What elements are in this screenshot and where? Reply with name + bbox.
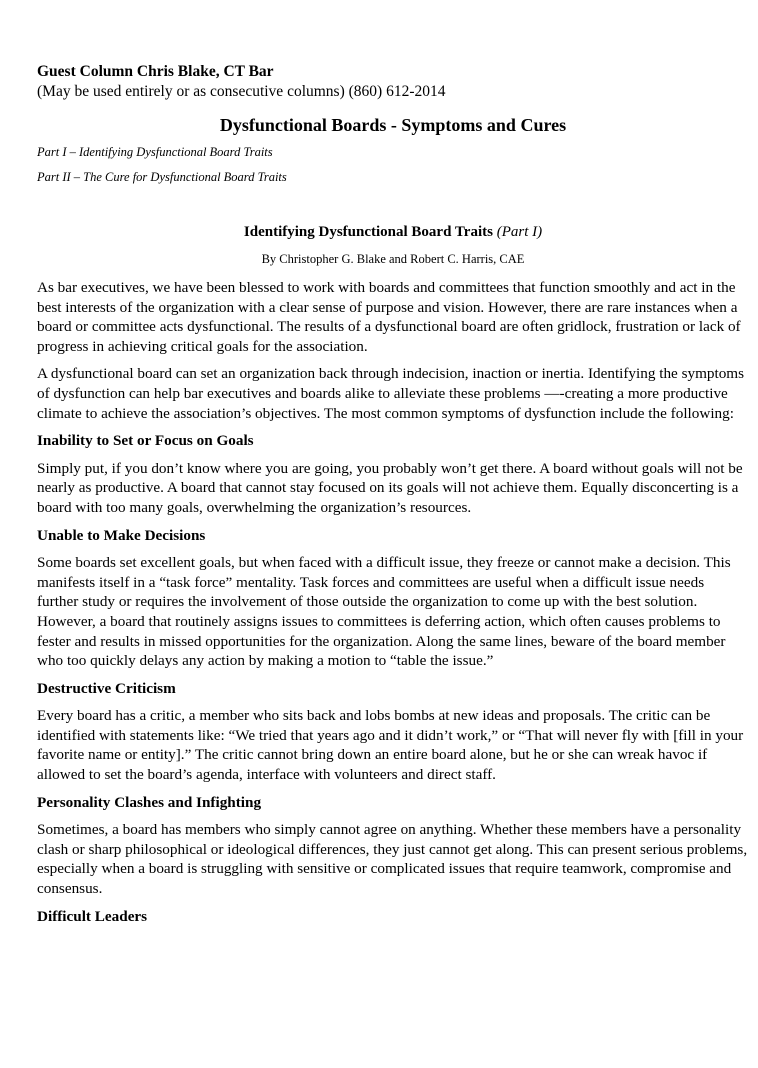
intro-paragraph: A dysfunctional board can set an organization back through indecision, inaction or inertia. Identifying the symptoms of dysfunction can help bar executives and boards alike to alleviate these problems —-creating a more productive climate to achieve the association’s objectives. The most common symptoms of dysfunction include the following: <box>37 365 745 422</box>
section-paragraph: Sometimes, a board has members who simply cannot agree on anything. Whether these members have a personality clash or sharp philosophical or ideological differences, they just cannot get along. This can present serious problems, especially when a board is struggling with sensitive or complicated issues that require teamwork, compromise and consensus. <box>37 821 748 898</box>
section-heading: Difficult Leaders <box>37 907 148 925</box>
section-heading: Destructive Criticism <box>37 679 176 697</box>
main-title: Dysfunctional Boards - Symptoms and Cures <box>219 115 567 135</box>
article-title <box>37 222 749 242</box>
part-two-label: Part II – The Cure for Dysfunctional Board Traits <box>37 170 287 184</box>
section-heading: Unable to Make Decisions <box>37 526 206 544</box>
column-byline-header: Guest Column Chris Blake, CT Bar <box>37 63 274 80</box>
article-title-text: Identifying Dysfunctional Board Traits <box>243 224 493 240</box>
section-heading: Personality Clashes and Infighting <box>37 793 262 811</box>
article-byline: By Christopher G. Blake and Robert C. Harris, CAE <box>261 252 525 266</box>
column-usage-note: (May be used entirely or as consecutive columns) (860) 612-2014 <box>37 83 446 100</box>
section-paragraph: Some boards set excellent goals, but when faced with a difficult issue, they freeze or cannot make a decision. This manifests itself in a “task force” mentality. Task forces and committees are useful when a difficult issue needs further study or requires the involvement of those outside the organization to come up with the best solution. However, a board that routinely assigns issues to committees is deferring action, which often causes problems to fester and results in missed opportunities for the organization. Along the same lines, beware of the board member who too quickly delays any action by making a motion to “table the issue.” <box>37 554 731 670</box>
document-page <box>37 62 749 926</box>
article-title-part: (Part I) <box>496 224 543 240</box>
section-paragraph: Every board has a critic, a member who sits back and lobs bombs at new ideas and proposals. The critic can be identified with statements like: “We tried that years ago and it didn’t work,” or “That will never fly with [fill in your favorite name or entity].” The critic cannot bring down an entire board alone, but he or she can wreak havoc if allowed to set the board’s agenda, interface with volunteers and direct staff. <box>37 707 744 784</box>
part-one-label: Part I – Identifying Dysfunctional Board Traits <box>37 145 273 159</box>
section-heading: Inability to Set or Focus on Goals <box>37 432 254 450</box>
section-paragraph: Simply put, if you don’t know where you are going, you probably won’t get there. A board without goals will not be nearly as productive. A board that cannot stay focused on its goals will not achieve them. Equally disconcerting is a board with too many goals, overwhelming the organization’s resources. <box>37 459 743 516</box>
intro-paragraph: As bar executives, we have been blessed to work with boards and committees that function smoothly and act in the best interests of the organization with a clear sense of purpose and vision. However, there are rare instances when a board or committee acts dysfunctional. The results of a dysfunctional board are often gridlock, frustration or lack of progress in achieving critical goals for the association. <box>37 279 741 355</box>
